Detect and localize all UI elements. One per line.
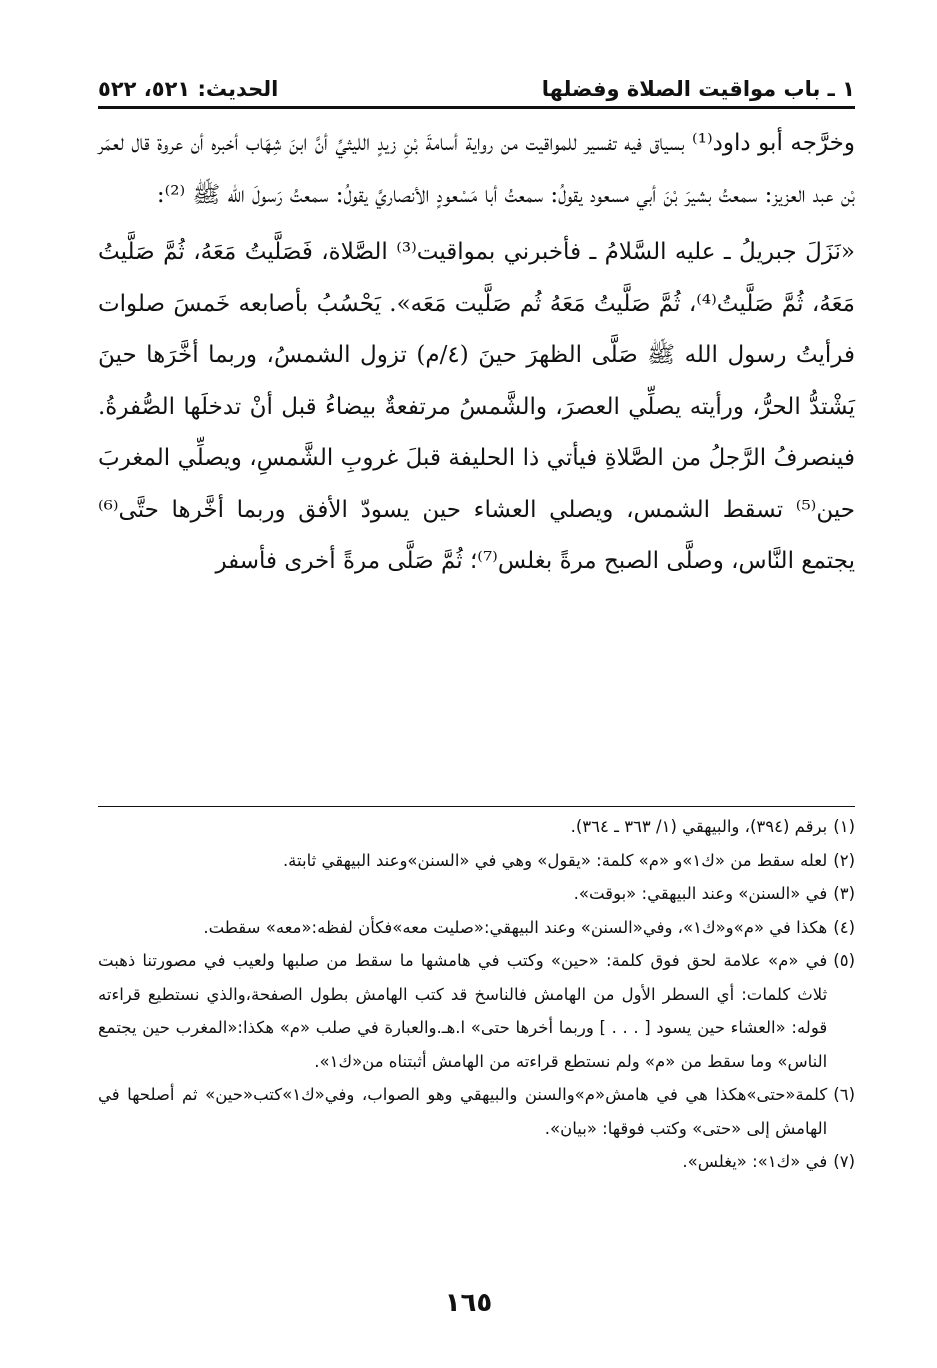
- footnote-number: (٣): [833, 884, 855, 903]
- header-divider: [98, 106, 855, 109]
- running-header: [98, 74, 855, 104]
- footnote: [98, 844, 855, 878]
- footnote-number: (٥): [833, 951, 855, 970]
- footnote-text: لعله سقط من «ك١»و «م» كلمة: «يقول» وهي في «السنن»وعند البيهقي ثابتة.: [282, 850, 828, 870]
- footnote-number: (١): [833, 817, 855, 836]
- footnote: [98, 1145, 855, 1179]
- hadith-reference: الحديث: ٥٢١، ٥٢٢: [98, 77, 279, 101]
- chapter-title: ١ ـ باب مواقيت الصلاة وفضلها: [541, 77, 855, 101]
- footnote: [98, 810, 855, 844]
- main-text: [98, 118, 855, 588]
- footnote-number: (٤): [833, 917, 855, 937]
- footnote-number: (٦): [833, 1085, 855, 1104]
- paragraph-intro: وخرَّجه أبو داود⁽¹⁾ بسياق فيه تفسير للمواقيت من رواية أسامةَ بْنِ زيدٍ الليثيِّ أنَّ ابنَ شِهَاب أخبره أن عروة قال لعمَر بْن عبد العزيز: سمعتُ بشيرَ بْنَ أبي مسعود يقولُ: سمعتُ أبا مَسْعودٍ الأنصاريَّ يقولُ: سمعتُ رَسولَ الله ﷺ ⁽²⁾:: [98, 130, 856, 208]
- footnote-text: كلمة«حتى»هكذا هي في هامش«م»والسنن والبيهقي وهو الصواب، وفي«ك١»كتب«حين» ثم أصلحها في الهامش إلى «حتى» وكتب فوقها: «بيان».: [98, 1085, 828, 1138]
- footnote-text: في «م» علامة لحق فوق كلمة: «حين» وكتب في هامشها ما سقط من صلبها ولعيب في مصورتنا ذهبت ثلاث كلمات: أي السطر الأول من الهامش فالناسخ قد كتب الهامش بطول الصفحة،والذي نستطيع قراءته قوله: «العشاء حين يسود [ . . . ] وربما أخرها حتى» ا.هـ.والعبارة في صلب «م» هكذا:«المغرب حين يجتمع الناس» وما سقط من «م» ولم نستطع قراءته من الهامش أثبتناه من«ك١».: [98, 951, 828, 1071]
- footnotes: [98, 810, 855, 1179]
- footnote: [98, 911, 855, 945]
- footnote: [98, 877, 855, 911]
- page-number: ١٦٥: [444, 1288, 493, 1318]
- footnote-text: هكذا في «م»و«ك١»، وفي«السنن» وعند البيهقي:«صليت معه»فكأن لفظه:«معه» سقطت.: [203, 917, 828, 937]
- footnote-text: في «ك١»: «يغلس».: [682, 1152, 828, 1171]
- footnote: [98, 1078, 855, 1145]
- footnote-text: في «السنن» وعند البيهقي: «بوقت».: [573, 884, 828, 903]
- footnote-number: (٢): [833, 850, 855, 870]
- footnote: [98, 944, 855, 1078]
- footnote-number: (٧): [833, 1152, 855, 1171]
- paragraph-hadith: «نَزَلَ جبريلُ ـ عليه السَّلامُ ـ فأخبرني بمواقيت⁽³⁾ الصَّلاة، فَصَلَّيتُ مَعَهُ، ثُمَّ صَلَّيتُ مَعَهُ، ثُمَّ صَلَّيتُ⁽⁴⁾، ثُمَّ صَلَّيتُ مَعَهُ ثُم صَلَّيت مَعَه». يَحْسُبُ بأصابعه خَمسَ صلوات فرأيتُ رسول الله ﷺ صَلَّى الظهرَ حينَ (٤/م) تزول الشمسُ، وربما أخَّرَها حينَ يَشْتدُّ الحرُّ، ورأيته يصلِّي العصرَ، والشَّمسُ مرتفعةٌ بيضاءُ قبل أنْ تدخلَها الصُّفرةُ. فينصرفُ الرَّجلُ من الصَّلاةِ فيأتي ذا الحليفة قبلَ غروبِ الشَّمسِ، ويصلِّي المغربَ حين⁽⁵⁾ تسقط الشمس، ويصلي العشاء حين يسودّ الأفق وربما أخَّرها حتَّى⁽⁶⁾ يجتمع النَّاس، وصلَّى الصبح مرةً بغلس⁽⁷⁾؛ ثُمَّ صَلَّى مرةً أخرى فأسفر: [98, 239, 856, 574]
- footnote-divider: [98, 806, 855, 807]
- footnote-text: برقم (٣٩٤)، والبيهقي (١/ ٣٦٣ ـ ٣٦٤).: [570, 817, 828, 836]
